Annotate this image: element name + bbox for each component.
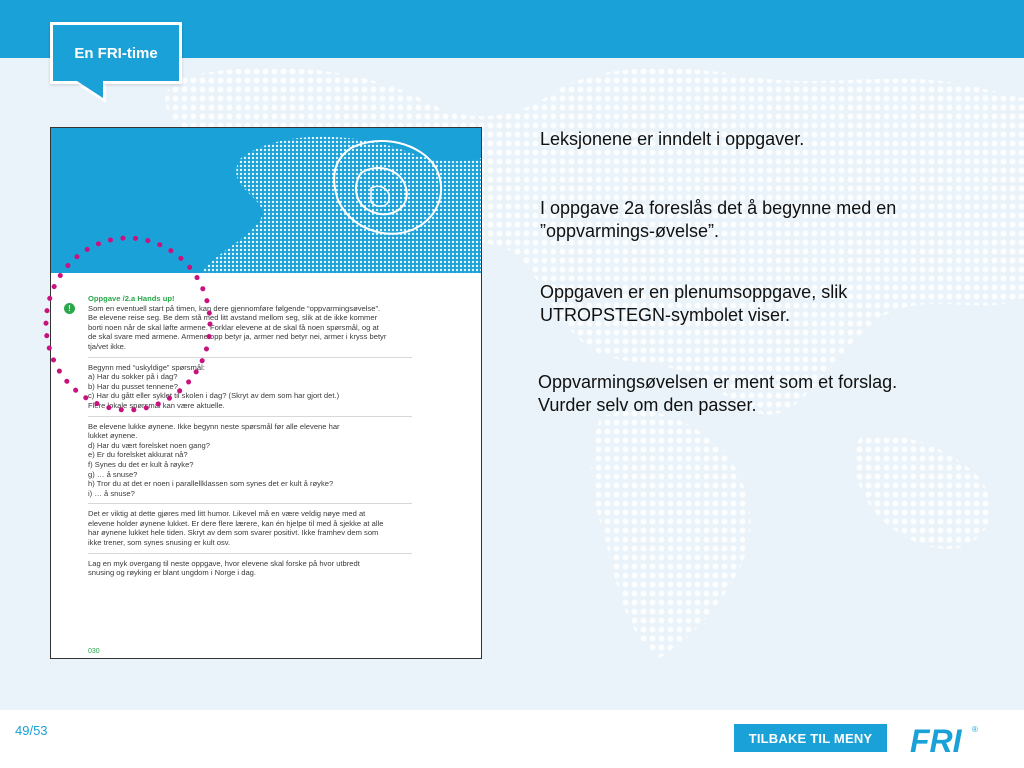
doc-line: Det er viktig at dette gjøres med litt humor. Likevel må en være veldig nøye med at <box>88 509 366 519</box>
doc-line: g) … å snuse? <box>88 469 138 479</box>
svg-text:FRI: FRI <box>910 723 962 758</box>
document-heading: Oppgave /2.a Hands up! <box>88 294 175 303</box>
doc-line: har øynene lukket hele tiden. Skryt av dem som svarer positivt. Ikke framhev dem som <box>88 528 379 538</box>
doc-line: c) Har du gått eller syklet til skolen i dag? (Skryt av dem som har gjort det.) <box>88 391 340 401</box>
divider <box>88 553 412 554</box>
doc-line: b) Har du pusset tennene? <box>88 381 178 391</box>
doc-line: Flere lokale spørsmål kan være aktuelle. <box>88 400 225 410</box>
registered-mark-icon: ® <box>972 725 978 734</box>
text-paragraph-3: Oppgaven er en plenumsoppgave, slik UTROPSTEGN-symbolet viser. <box>540 282 848 325</box>
doc-line: elevene holder øynene lukket. Er dere flere lærere, kan én hjelpe til med å sjekke at alle <box>88 518 384 528</box>
doc-line: borti noen når de skal løfte armene. Forklar elevene at de skal få noen spørsmål, og at <box>88 322 379 332</box>
doc-line: lukket øynene. <box>88 431 138 441</box>
document-page-number: 030 <box>88 648 100 655</box>
document-page-image <box>50 127 482 659</box>
doc-line: Som en eventuell start på timen, kan dere gjennomføre følgende “oppvarmingsøvelse”. <box>88 303 381 313</box>
doc-line: f) Synes du det er kult å røyke? <box>88 459 194 469</box>
doc-line: Lag en myk overgang til neste oppgave, hvor elevene skal forske på hvor utbredt <box>88 558 360 568</box>
doc-line: snusing og røyking er blant ungdom i Norge i dag. <box>88 568 257 578</box>
page-counter: 49/53 <box>15 723 48 738</box>
doc-line: e) Er du forelsket akkurat nå? <box>88 450 188 460</box>
divider <box>88 503 412 504</box>
text-paragraph-2: I oppgave 2a foreslås det å begynne med en ”oppvarmings-øvelse”. <box>540 198 897 241</box>
doc-line: de skal svare med armene. Armene opp betyr ja, armer ned betyr nei, armer i kryss betyr <box>88 332 387 342</box>
fri-logo <box>908 722 983 758</box>
doc-line: a) Har du sokker på i dag? <box>88 372 178 382</box>
document-paragraph-5 <box>88 559 412 578</box>
document-paragraph-4 <box>88 509 412 547</box>
document-body <box>88 294 412 578</box>
divider <box>88 357 412 358</box>
doc-line: h) Tror du at det er noen i parallellklassen som synes det er kult å røyke? <box>88 479 334 489</box>
document-paragraph-1 <box>88 304 412 352</box>
document-paragraph-2 <box>88 363 412 411</box>
halftone-flower-icon <box>51 128 481 273</box>
exclamation-icon: ! <box>64 303 75 314</box>
document-header-illustration <box>51 128 481 273</box>
divider <box>88 416 412 417</box>
text-paragraph-4: Oppvarmingsøvelsen er ment som et forslag. Vurder selv om den passer. <box>538 372 898 415</box>
doc-line: tja/vet ikke. <box>88 341 126 351</box>
text-paragraph-1: Leksjonene er inndelt i oppgaver. <box>540 129 805 149</box>
doc-line: d) Har du vært forelsket noen gang? <box>88 440 210 450</box>
section-tag <box>50 22 182 84</box>
doc-line: Be elevene lukke øynene. Ikke begynn neste spørsmål før alle elevene har <box>88 421 340 431</box>
doc-line: Be elevene reise seg. Be dem stå med litt avstand mellom seg, slik at de ikke kommer <box>88 313 378 323</box>
doc-line: Begynn med “uskyldige” spørsmål: <box>88 362 205 372</box>
back-to-menu-button[interactable]: TILBAKE TIL MENY <box>734 724 887 752</box>
section-tag-label: En FRI-time <box>74 44 158 62</box>
doc-line: ikke trener, som synes snusing er kult osv. <box>88 538 231 548</box>
doc-line: i) … å snuse? <box>88 488 135 498</box>
tag-tail-fill <box>77 81 103 98</box>
document-paragraph-3 <box>88 422 412 499</box>
